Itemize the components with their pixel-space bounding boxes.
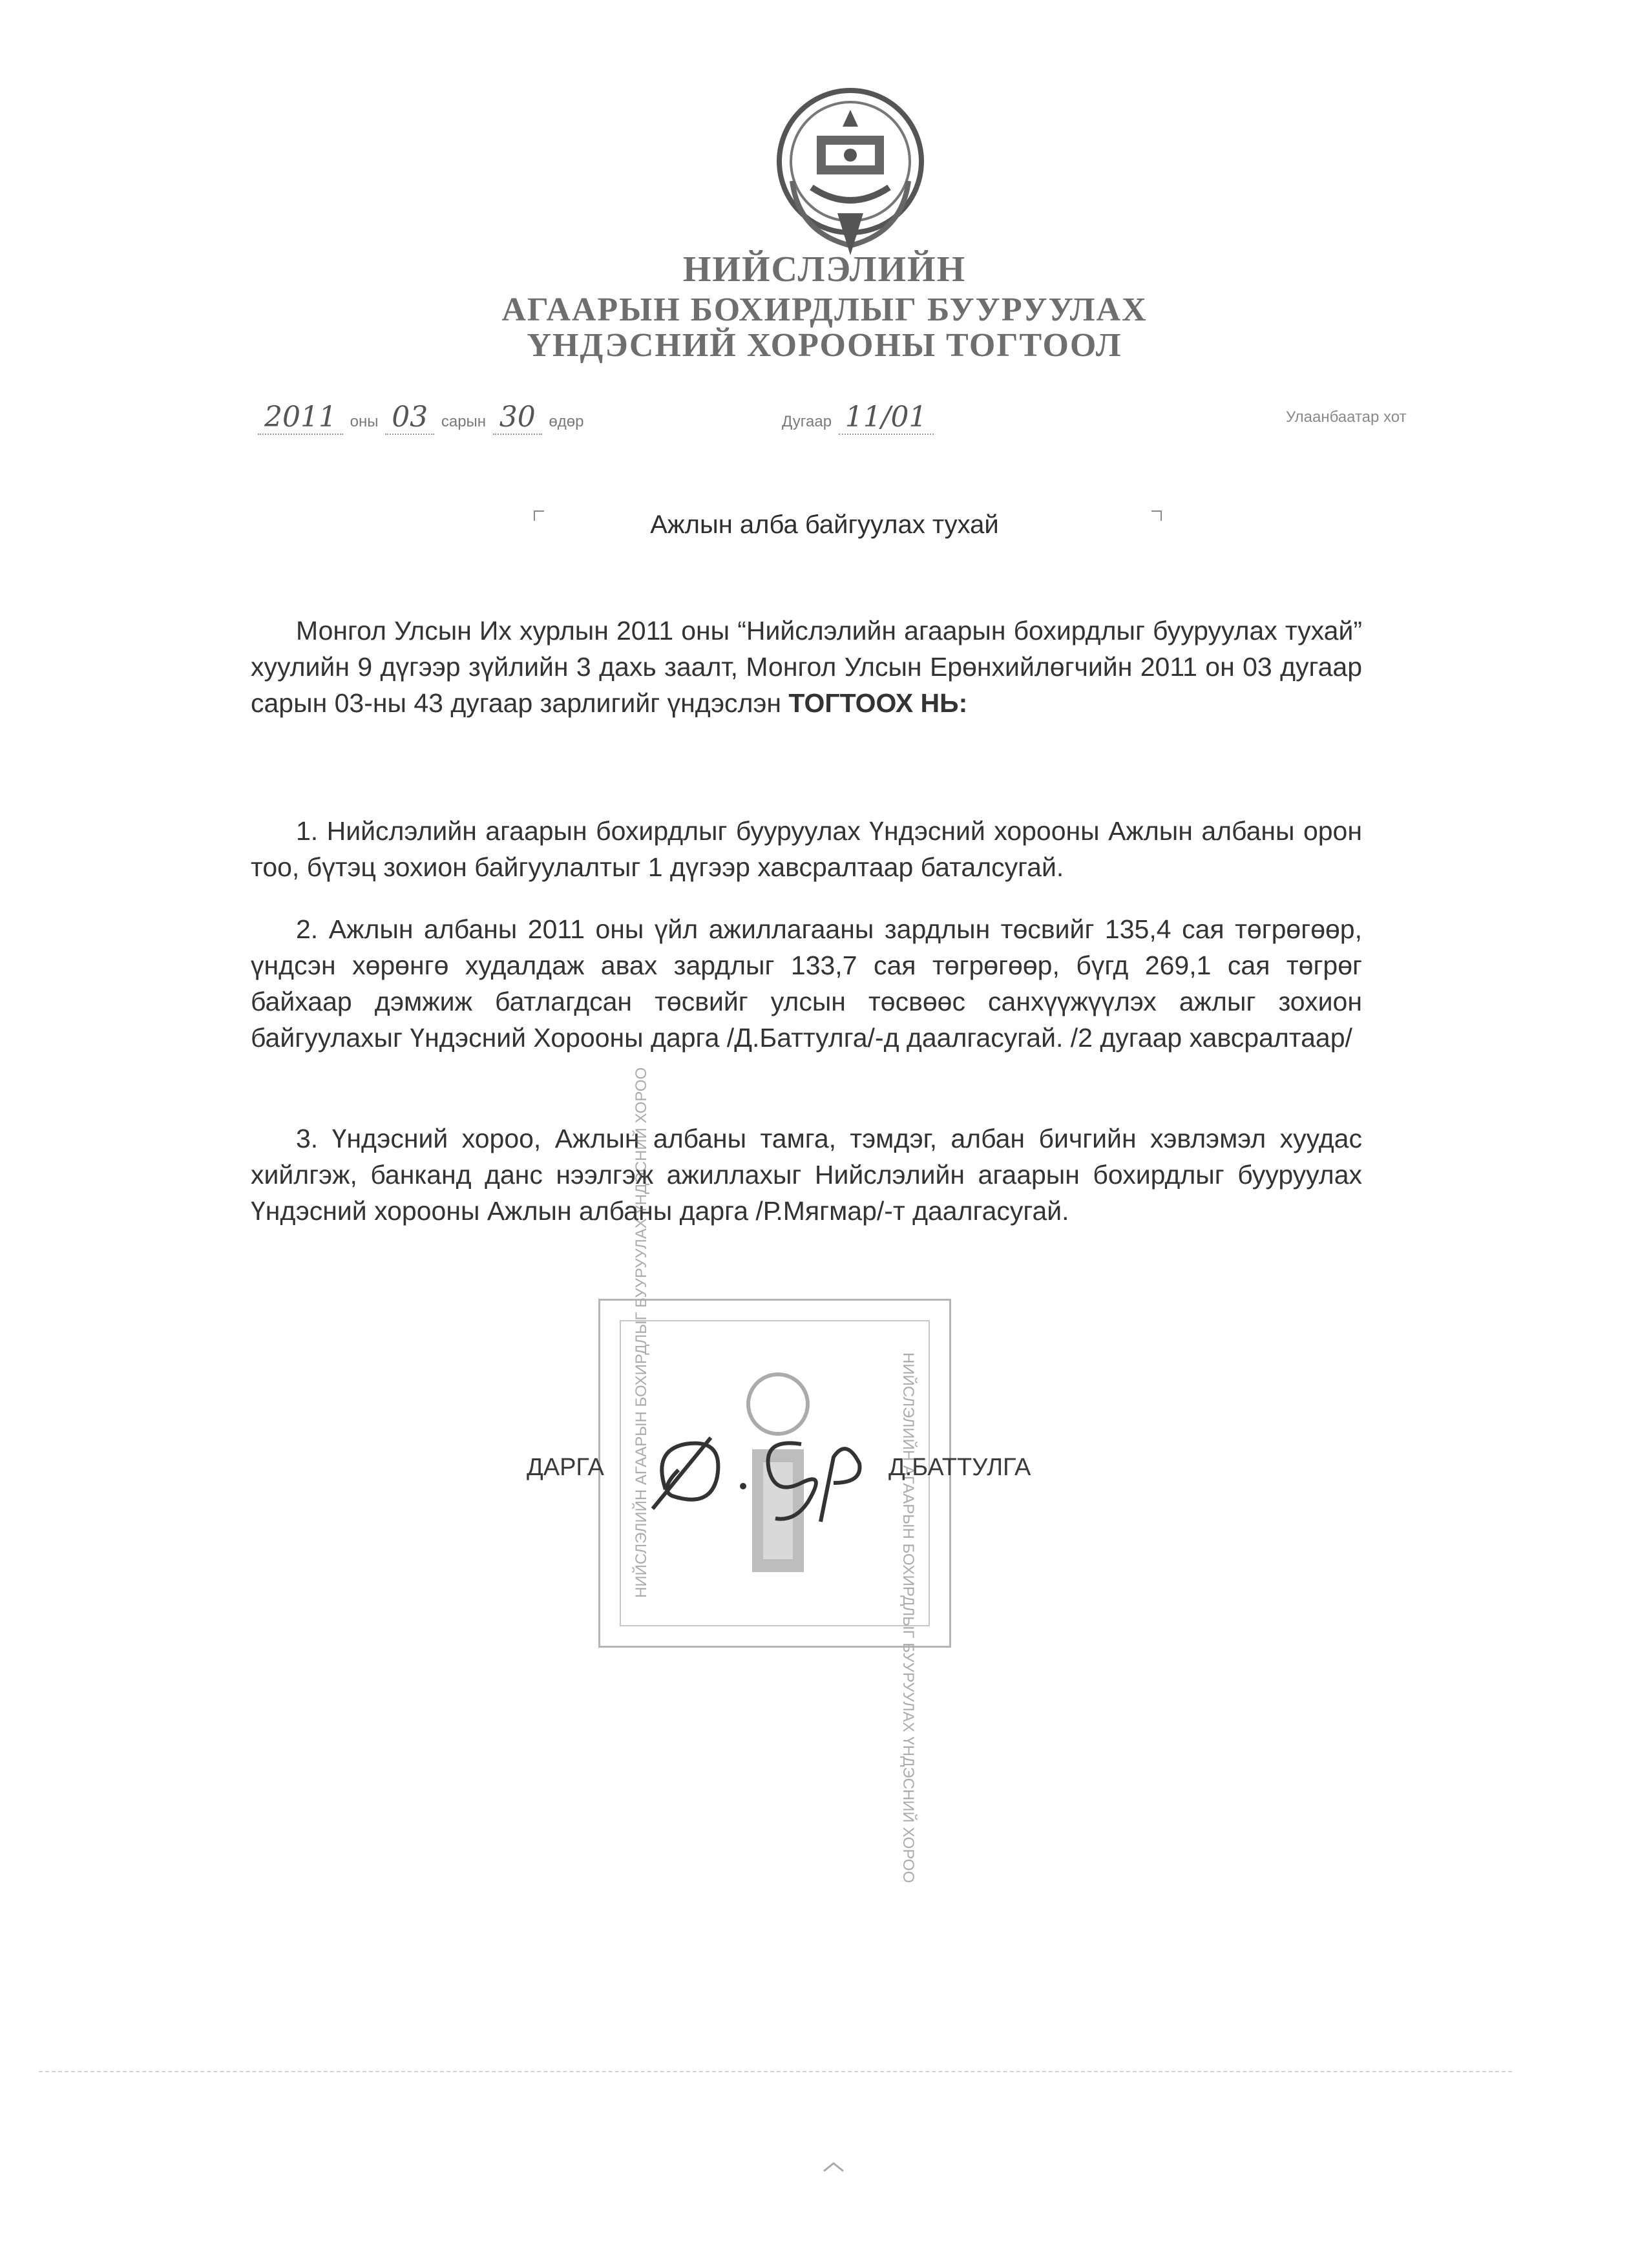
stamp-text: НИЙСЛЭЛИЙН АГААРЫН БОХИРДЛЫГ БУУРУУЛАХ ҮНДЭСНИЙ ХОРОО <box>633 1067 650 1598</box>
stamp-text-right: НИЙСЛЭЛИЙН АГААРЫН БОХИРДЛЫГ БУУРУУЛАХ ҮНДЭСНИЙ ХОРОО <box>899 1352 917 1884</box>
date-line <box>255 401 583 435</box>
year-suffix: оны <box>350 413 379 430</box>
resolution-item-1: 1. Нийслэлийн агаарын бохирдлыг бууруулах Үндэсний хорооны Ажлын албаны орон тоо, бүтэц зохион байгуулалтыг 1 дүгээр хавсралтаар баталсугай. <box>251 816 1362 882</box>
number-line <box>782 401 936 435</box>
handwritten-signature <box>640 1412 885 1528</box>
date-day: 30 <box>493 401 542 435</box>
resolves-heading: ТОГТООХ НЬ: <box>788 688 968 718</box>
scan-artifact-mark <box>821 2158 846 2178</box>
header-line-1: НИЙСЛЭЛИЙН <box>682 249 967 289</box>
signatory-position: ДАРГА <box>527 1454 604 1481</box>
day-suffix: өдөр <box>549 413 584 430</box>
month-suffix: сарын <box>441 413 487 430</box>
state-emblem-icon <box>773 84 928 258</box>
resolution-item-2: 2. Ажлын албаны 2011 оны үйл ажиллагааны зардлын төсвийг 135,4 сая төгрөгөөр, үндсэн хөрөнгө худалдаж авах зардлыг 133,7 сая төгрөгөөр, бүгд 269,1 сая төгрөг байхаар дэмжиж батлагдсан төсвийг улсын төсвөөс санхүүжүүлэх ажлыг зохион байгуулахыг Үндэсний Хорооны дарга /Д.Баттулга/-д даалгасугай. /2 дугаар хавсралтаар/ <box>251 914 1362 1053</box>
date-month: 03 <box>385 401 434 435</box>
document-subject: Ажлын алба байгуулах тухай <box>650 510 999 539</box>
number-label: Дугаар <box>782 413 832 430</box>
preamble-text: Монгол Улсын Их хурлын 2011 оны “Нийслэлийн агаарын бохирдлыг бууруулах тухай” хуулийн 9 дүгээр зүйлийн 3 дахь заалт, Монгол Улсын Ерөнхийлөгчийн 2011 он 03 дугаар сарын 03-ны 43 дугаар зарлигийг үндэслэн <box>251 616 1362 718</box>
header-line-2: АГААРЫН БОХИРДЛЫГ БУУРУУЛАХ <box>501 291 1148 328</box>
resolution-number: 11/01 <box>839 401 934 435</box>
scan-artifact-line <box>39 2071 1512 2072</box>
city: Улаанбаатар хот <box>1286 408 1407 426</box>
header-line-3: ҮНДЭСНИЙ ХОРООНЫ ТОГТООЛ <box>527 327 1122 364</box>
signatory-name: Д.БАТТУЛГА <box>888 1454 1031 1481</box>
resolution-item-3: 3. Үндэсний хороо, Ажлын албаны тамга, тэмдэг, албан бичгийн хэвлэмэл хуудас хийлгэж, банканд данс нээлгэж ажиллахыг Нийслэлийн агаарын бохирдлыг бууруулах Үндэсний хорооны Ажлын албаны дарга /Р.Мягмар/-т даалгасугай. <box>251 1124 1362 1226</box>
preamble <box>251 613 1362 721</box>
date-year: 2011 <box>258 401 343 435</box>
